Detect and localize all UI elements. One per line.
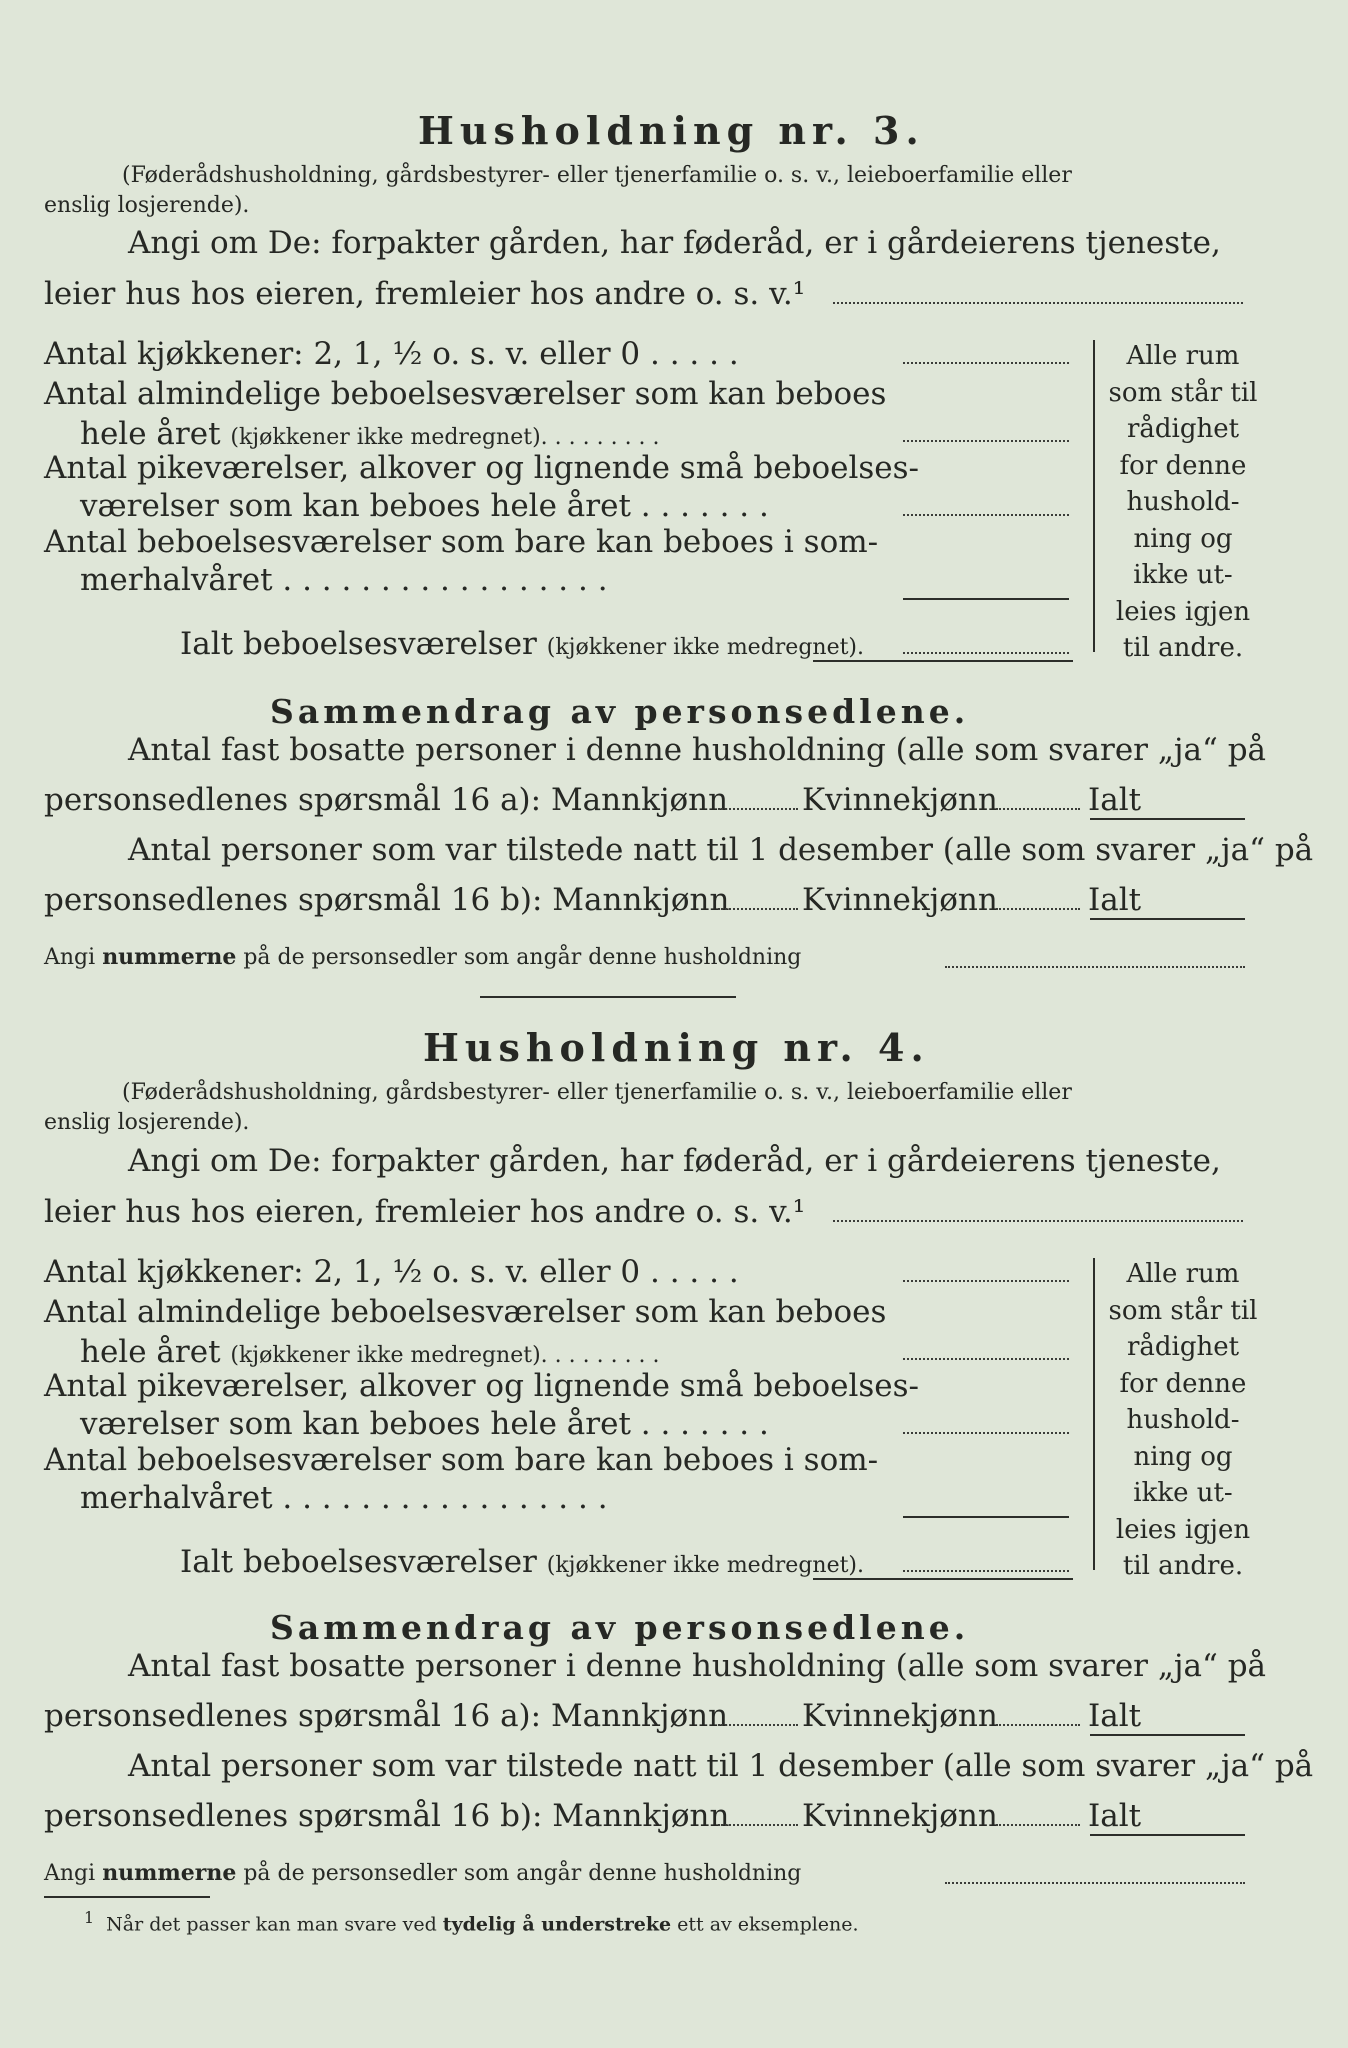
rooms-question-cont (80, 416, 660, 452)
summary-resident-males-label: personsedlenes spørsmål 16 a): Mannkjønn (44, 1698, 729, 1734)
summary-resident-males-label: personsedlenes spørsmål 16 a): Mannkjønn (44, 782, 729, 818)
numbers-bold: nummerne (102, 1860, 237, 1886)
present-females-label: Kvinnekjønn (802, 1798, 998, 1834)
rooms-question-note: (kjøkkener ikke medregnet). . . . . . . . . (230, 425, 660, 450)
present-females-label: Kvinnekjønn (802, 882, 998, 918)
rooms-question: Antal almindelige beboelsesværelser som kan beboes (44, 376, 887, 412)
household-subtitle-cont: enslig losjerende). (44, 1110, 250, 1135)
resident-females-label: Kvinnekjønn (802, 782, 998, 818)
present-females-field[interactable] (996, 908, 1080, 910)
footnote-post: ett av eksemplene. (677, 1913, 859, 1936)
maid-rooms-answer-field[interactable] (903, 1432, 1069, 1434)
summary-resident-question: Antal fast bosatte personer i denne husholdning (alle som svarer „ja“ på (128, 732, 1267, 768)
side-note-line: som står til (1108, 1295, 1258, 1326)
summer-rooms-question-cont: merhalvåret . . . . . . . . . . . . . . . . . (80, 562, 608, 598)
summer-rooms-answer-field[interactable] (903, 598, 1069, 600)
numbers-bold: nummerne (102, 944, 237, 970)
present-total-label: Ialt (1088, 882, 1142, 918)
total-rooms-label (180, 1544, 864, 1580)
side-note (1108, 338, 1258, 667)
resident-females-field[interactable] (996, 808, 1080, 810)
summer-rooms-question: Antal beboelsesværelser som bare kan beboes i som- (44, 524, 879, 560)
rooms-question-cont (80, 1334, 660, 1370)
summer-rooms-question-cont: merhalvåret . . . . . . . . . . . . . . . . . (80, 1480, 608, 1516)
summary-title: Sammendrag av personsedlene. (270, 692, 970, 731)
summer-rooms-question: Antal beboelsesværelser som bare kan beboes i som- (44, 1442, 879, 1478)
numbers-answer-field[interactable] (945, 966, 1245, 968)
household-subtitle: (Føderådshusholdning, gårdsbestyrer- eller tjenerfamilie o. s. v., leieboerfamilie eller (122, 163, 1072, 188)
side-note-line: rådighet (1126, 1332, 1240, 1362)
kitchens-answer-field[interactable] (903, 1280, 1069, 1282)
summary-title: Sammendrag av personsedlene. (270, 1608, 970, 1647)
present-total-label: Ialt (1088, 1798, 1142, 1834)
total-rooms-note: (kjøkkener ikke medregnet). (546, 635, 865, 660)
resident-total-field[interactable] (1090, 1734, 1245, 1736)
total-rooms-answer-field[interactable] (903, 1570, 1069, 1572)
angi-answer-field[interactable] (833, 302, 1243, 304)
resident-total-label: Ialt (1088, 1698, 1142, 1734)
summary-present-question: Antal personer som var tilstede natt til 1 desember (alle som svarer „ja“ på (128, 1748, 1314, 1784)
side-note-line: til andre. (1122, 1551, 1244, 1581)
household-title: Husholdning nr. 3. (418, 108, 925, 153)
angi-question: Angi om De: forpakter gården, har føderåd, er i gårdeierens tjeneste, (128, 1143, 1221, 1179)
total-rooms-label (180, 626, 864, 662)
numbers-question (44, 1860, 801, 1886)
rooms-question-year: hele året (80, 416, 221, 452)
brace (1093, 340, 1095, 652)
summer-rooms-answer-field[interactable] (903, 1516, 1069, 1518)
rooms-question-year: hele året (80, 1334, 221, 1370)
side-note-line: hushold- (1126, 487, 1240, 517)
rooms-question: Antal almindelige beboelsesværelser som kan beboes (44, 1294, 887, 1330)
numbers-pre: Angi (44, 1861, 96, 1886)
side-note-line: ikke ut- (1133, 560, 1233, 590)
footnote (84, 1908, 859, 1935)
present-males-field[interactable] (718, 908, 798, 910)
summary-present-males-label: personsedlenes spørsmål 16 b): Mannkjønn (44, 1798, 730, 1834)
numbers-pre: Angi (44, 945, 96, 970)
angi-answer-field[interactable] (833, 1220, 1243, 1222)
brace (1093, 1258, 1095, 1570)
side-note-line: for denne (1119, 1368, 1247, 1399)
present-total-field[interactable] (1090, 1834, 1245, 1836)
household-title: Husholdning nr. 4. (423, 1025, 930, 1070)
resident-males-field[interactable] (718, 808, 798, 810)
resident-females-label: Kvinnekjønn (802, 1698, 998, 1734)
kitchens-answer-field[interactable] (903, 362, 1069, 364)
summary-resident-question: Antal fast bosatte personer i denne husholdning (alle som svarer „ja“ på (128, 1648, 1267, 1684)
side-note-line: som står til (1108, 377, 1258, 408)
total-underline (813, 1578, 1073, 1580)
household-subtitle: (Føderådshusholdning, gårdsbestyrer- eller tjenerfamilie o. s. v., leieboerfamilie eller (122, 1080, 1072, 1105)
resident-males-field[interactable] (718, 1724, 798, 1726)
numbers-post: på de personsedler som angår denne husholdning (243, 1861, 802, 1886)
side-note-line: rådighet (1126, 414, 1240, 444)
rooms-answer-field[interactable] (903, 1358, 1069, 1360)
footnote-bold: tydelig å understreke (442, 1913, 672, 1936)
resident-females-field[interactable] (996, 1724, 1080, 1726)
footnote-marker: 1 (84, 1908, 95, 1927)
kitchens-question: Antal kjøkkener: 2, 1, ½ o. s. v. eller 0 . . . . . (44, 1254, 739, 1290)
rooms-answer-field[interactable] (903, 440, 1069, 442)
footnote-rule (44, 1896, 210, 1898)
maid-rooms-question: Antal pikeværelser, alkover og lignende små beboelses- (44, 450, 920, 486)
section-divider (480, 996, 736, 998)
side-note-line: ning og (1133, 523, 1233, 554)
resident-total-field[interactable] (1090, 818, 1245, 820)
side-note-line: leies igjen (1115, 1514, 1251, 1545)
side-note-line: Alle rum (1126, 341, 1240, 371)
total-rooms-answer-field[interactable] (903, 652, 1069, 654)
resident-total-label: Ialt (1088, 782, 1142, 818)
side-note-line: Alle rum (1126, 1259, 1240, 1289)
maid-rooms-question-cont: værelser som kan beboes hele året . . . . . . . (80, 488, 769, 524)
side-note-line: ikke ut- (1133, 1478, 1233, 1508)
side-note-line: ning og (1133, 1441, 1233, 1472)
maid-rooms-answer-field[interactable] (903, 514, 1069, 516)
side-note-line: til andre. (1122, 633, 1244, 663)
summary-present-question: Antal personer som var tilstede natt til 1 desember (alle som svarer „ja“ på (128, 832, 1314, 868)
numbers-question (44, 944, 801, 970)
side-note-line: hushold- (1126, 1405, 1240, 1435)
present-males-field[interactable] (718, 1824, 798, 1826)
household-subtitle-cont: enslig losjerende). (44, 193, 250, 218)
numbers-answer-field[interactable] (945, 1882, 1245, 1884)
angi-question-cont: leier hus hos eieren, fremleier hos andre o. s. v.¹ (44, 1194, 806, 1230)
side-note (1108, 1256, 1258, 1585)
angi-question-cont: leier hus hos eieren, fremleier hos andre o. s. v.¹ (44, 276, 806, 312)
footnote-pre: Når det passer kan man svare ved (106, 1913, 437, 1936)
angi-question: Angi om De: forpakter gården, har føderåd, er i gårdeierens tjeneste, (128, 225, 1221, 261)
total-underline (813, 660, 1073, 662)
total-rooms-text: Ialt beboelsesværelser (180, 1544, 537, 1580)
summary-present-males-label: personsedlenes spørsmål 16 b): Mannkjønn (44, 882, 730, 918)
maid-rooms-question: Antal pikeværelser, alkover og lignende små beboelses- (44, 1368, 920, 1404)
maid-rooms-question-cont: værelser som kan beboes hele året . . . . . . . (80, 1406, 769, 1442)
side-note-line: for denne (1119, 450, 1247, 481)
total-rooms-text: Ialt beboelsesværelser (180, 626, 537, 662)
present-females-field[interactable] (996, 1824, 1080, 1826)
present-total-field[interactable] (1090, 918, 1245, 920)
numbers-post: på de personsedler som angår denne husholdning (243, 945, 802, 970)
side-note-line: leies igjen (1115, 596, 1251, 627)
kitchens-question: Antal kjøkkener: 2, 1, ½ o. s. v. eller 0 . . . . . (44, 336, 739, 372)
total-rooms-note: (kjøkkener ikke medregnet). (546, 1553, 865, 1578)
rooms-question-note: (kjøkkener ikke medregnet). . . . . . . . . (230, 1343, 660, 1368)
